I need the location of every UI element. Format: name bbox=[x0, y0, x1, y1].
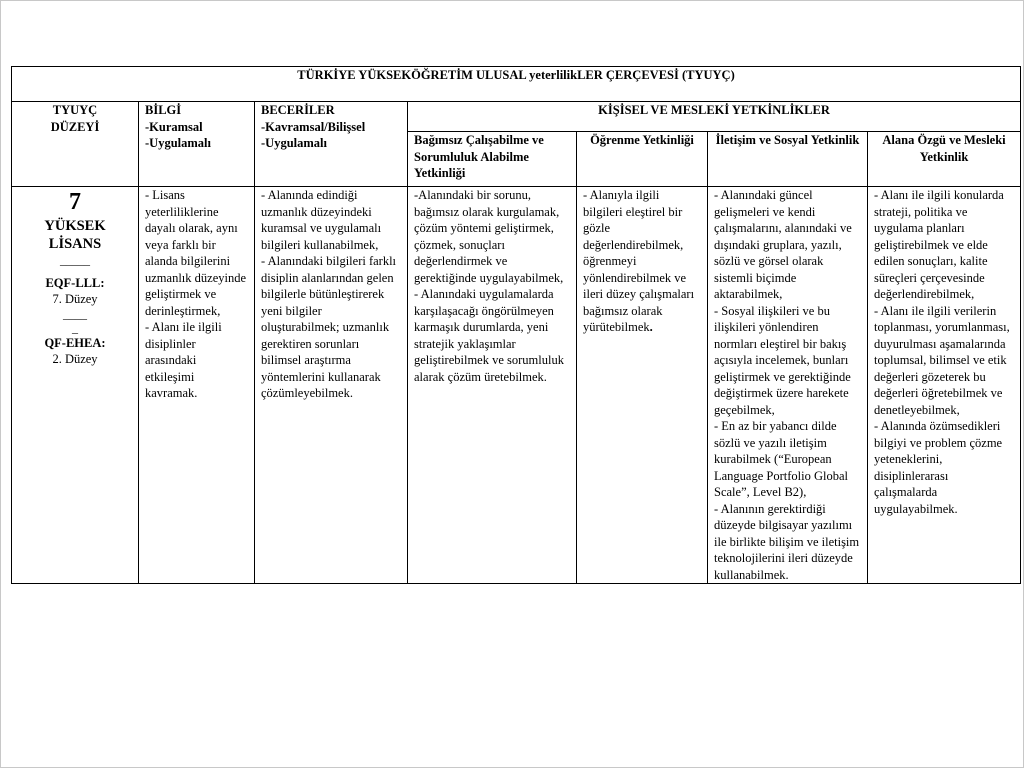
eqf-value: 7. Düzey bbox=[52, 292, 98, 306]
level-name-line2: LİSANS bbox=[48, 236, 102, 252]
subheader-ogrenme: Öğrenme Yetkinliği bbox=[577, 132, 708, 187]
level-cell bbox=[12, 187, 139, 584]
iletisim-content: - Alanındaki güncel gelişmeleri ve kendi çalışmalarını, alanındaki ve dışındaki gruplara, yazılı, sözlü ve görsel olarak sistemli biçimde aktarabilmek, - Sosyal ilişkileri ve bu ilişkileri yönlendiren normları eleştirel bir bakış açısıyla incelemek, bunları geliştirmek ve gerektiğinde değiştirmek üzere harekete geçebilmek, - En az bir yabancı dilde sözlü ve yazılı iletişim kurabilmek (“European Language Portfolio Global Scale”, Level B2), - Alanının gerektirdiği düzeyde bilgisayar yazılımı ile birlikte bilişim ve iletişim teknolojilerini ileri düzeyde kullanabilmek. bbox=[708, 187, 868, 584]
level-separator-3: _ bbox=[72, 321, 78, 335]
title-part-1: TÜRKİYE YÜKSEKÖĞRETİM ULUSAL bbox=[297, 68, 530, 82]
subheader-iletisim: İletişim ve Sosyal Yetkinlik bbox=[708, 132, 868, 187]
title-part-2: yeterlilik bbox=[529, 68, 578, 82]
ogrenme-content: - Alanıyla ilgili bilgileri eleştirel bir gözle değerlendirebilmek, öğrenmeyi yönlendirebilmek ve ileri düzey çalışmaları bağımsız olarak yürütebilmek bbox=[583, 188, 695, 334]
header-bilgi bbox=[139, 102, 255, 187]
beceriler-content: - Alanında edindiği uzmanlık düzeyindeki kuramsal ve uygulamalı bilgileri kullanabilmek, - Alanındaki bilgileri farklı disiplin alanlarından gelen bilgilerle bütünleştirerek yeni bilgiler oluşturabilmek; uzmanlık gerektiren sorunları bilimsel araştırma yöntemlerini kullanarak çözümleyebilmek. bbox=[255, 187, 408, 584]
level-name-line1: YÜKSEK bbox=[44, 218, 106, 234]
header-beceri-item2: -Uygulamalı bbox=[261, 136, 327, 150]
level-separator-1: _____ bbox=[60, 253, 90, 267]
header-bilgi-item1: -Kuramsal bbox=[145, 119, 203, 134]
subheader-bagimsiz: Bağımsız Çalışabilme ve Sorumluluk Alabilme Yetkinliği bbox=[408, 132, 577, 187]
qualifications-table bbox=[11, 66, 1021, 584]
title-part-3: LER ÇERÇEVESİ (TYUYÇ) bbox=[577, 68, 735, 82]
alana-ozgu-content: - Alanı ile ilgili konularda strateji, politika ve uygulama planları geliştirebilmek ve elde edilen sonuçları, kalite süreçleri çerçevesinde değerlendirebilmek, - Alanı ile ilgili verilerin toplanması, yorumlanması, duyurulması aşamalarında toplumsal, bilimsel ve etik değerleri gözeterek bu değerleri öğretebilmek ve denetleyebilmek, - Alanında özümsedikleri bilgiyi ve problem çözme yeteneklerini, disiplinlerarası çalışmalarda uygulayabilmek. bbox=[868, 187, 1021, 584]
header-level-line1: TYUYÇ bbox=[52, 103, 98, 117]
qf-value: 2. Düzey bbox=[52, 352, 98, 366]
header-row bbox=[12, 102, 1021, 132]
header-beceri-item1: -Kavramsal/Bilişsel bbox=[261, 119, 366, 134]
header-beceri-title: BECERİLER bbox=[261, 103, 335, 117]
level-7-row bbox=[12, 187, 1021, 584]
header-bilgi-title: BİLGİ bbox=[145, 103, 182, 117]
header-bilgi-item2: -Uygulamalı bbox=[145, 136, 211, 150]
header-level-line2: DÜZEYİ bbox=[50, 119, 100, 134]
subheader-alana-ozgu: Alana Özgü ve Mesleki Yetkinlik bbox=[868, 132, 1021, 187]
eqf-label: EQF-LLL: bbox=[45, 276, 105, 290]
qf-label: QF-EHEA: bbox=[44, 336, 106, 350]
level-number: 7 bbox=[69, 189, 81, 215]
level-separator-2: ____ bbox=[63, 307, 87, 321]
header-level bbox=[12, 102, 139, 187]
bilgi-content: - Lisans yeterliliklerine dayalı olarak, aynı veya farklı bir alanda bilgilerini uzmanlık düzeyinde geliştirmek ve derinleştirmek, - Alanı ile ilgili disiplinler arasındaki etkileşimi kavramak. bbox=[139, 187, 255, 584]
ogrenme-bold-dot: . bbox=[649, 320, 653, 334]
table-title bbox=[12, 67, 1021, 102]
ogrenme-cell bbox=[577, 187, 708, 584]
header-beceriler bbox=[255, 102, 408, 187]
header-kisisel: KİŞİSEL VE MESLEKİ YETKİNLİKLER bbox=[408, 102, 1021, 132]
title-row bbox=[12, 67, 1021, 102]
bagimsiz-content: -Alanındaki bir sorunu, bağımsız olarak kurgulamak, çözüm yöntemi geliştirmek, çözmek, sonuçları değerlendirmek ve gerektiğinde uygulayabilmek, - Alanındaki uygulamalarda karşılaşacağı öngörülmeyen karmaşık durumlarda, yeni stratejik yaklaşımlar geliştirebilmek ve sorumluluk alarak çözüm üretebilmek. bbox=[408, 187, 577, 584]
